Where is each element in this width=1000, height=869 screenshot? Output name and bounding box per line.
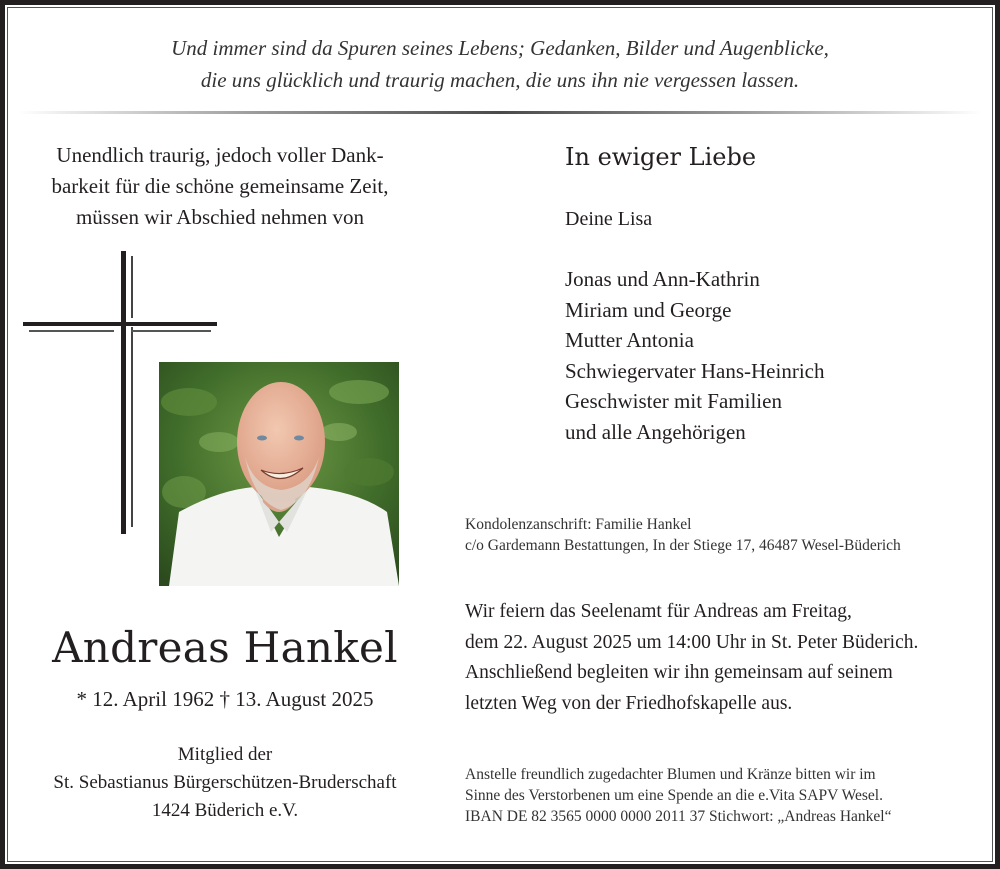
condolence-address [465,514,901,556]
gradient-divider [18,111,982,114]
mourners-heading: In ewiger Liebe [565,143,757,171]
intro-line: müssen wir Abschied nehmen von [75,205,365,229]
membership-line: 1424 Büderich e.V. [151,800,299,821]
intro-line: Unendlich traurig, jedoch voller Dank- [56,143,384,167]
mourner-entry: Miriam und George [565,297,732,322]
mourner-entry: Schwiegervater Hans-Heinrich [565,358,825,383]
mourner-spouse: Deine Lisa [565,208,653,230]
mourners-list [565,264,824,447]
donation-line: Sinne des Verstorbenen um eine Spende an die e.Vita SAPV Wesel. [465,787,883,804]
service-line: Anschließend begleiten wir ihn gemeinsam auf seinem [465,662,893,683]
funeral-service-info [465,597,918,719]
mourner-entry: Jonas und Ann-Kathrin [565,267,760,291]
donation-line: Anstelle freundlich zugedachter Blumen und Kränze bitten wir im [465,766,876,783]
memorial-motto [0,32,1000,96]
intro-text [20,140,420,233]
donation-request [465,764,891,827]
membership-line: St. Sebastianus Bürgerschützen-Bruderschaft [53,772,397,793]
mourner-entry: Geschwister mit Familien [565,389,782,413]
condolence-line: c/o Gardemann Bestattungen, In der Stiege 17, 46487 Wesel-Büderich [465,537,901,554]
motto-line: die uns glücklich und traurig machen, die uns ihn nie vergessen lassen. [200,68,800,92]
condolence-line: Kondolenzanschrift: Familie Hankel [465,516,692,533]
membership-line: Mitglied der [177,744,273,765]
mourner-entry: und alle Angehörigen [565,419,746,444]
portrait-photo [159,362,399,586]
service-line: letzten Weg von der Friedhofskapelle aus. [465,692,793,714]
service-line: Wir feiern das Seelenamt für Andreas am Freitag, [465,601,852,622]
life-dates: * 12. April 1962 † 13. August 2025 [76,687,374,711]
service-line: dem 22. August 2025 um 14:00 Uhr in St. Peter Büderich. [465,631,919,653]
membership-text [10,741,440,825]
donation-line: IBAN DE 82 3565 0000 0000 2011 37 Stichwort: „Andreas Hankel“ [465,808,892,825]
deceased-name: Andreas Hankel [52,623,398,672]
intro-line: barkeit für die schöne gemeinsame Zeit, [51,174,389,198]
mourner-entry: Mutter Antonia [565,328,694,352]
motto-line: Und immer sind da Spuren seines Lebens; Gedanken, Bilder und Augenblicke, [171,36,829,60]
